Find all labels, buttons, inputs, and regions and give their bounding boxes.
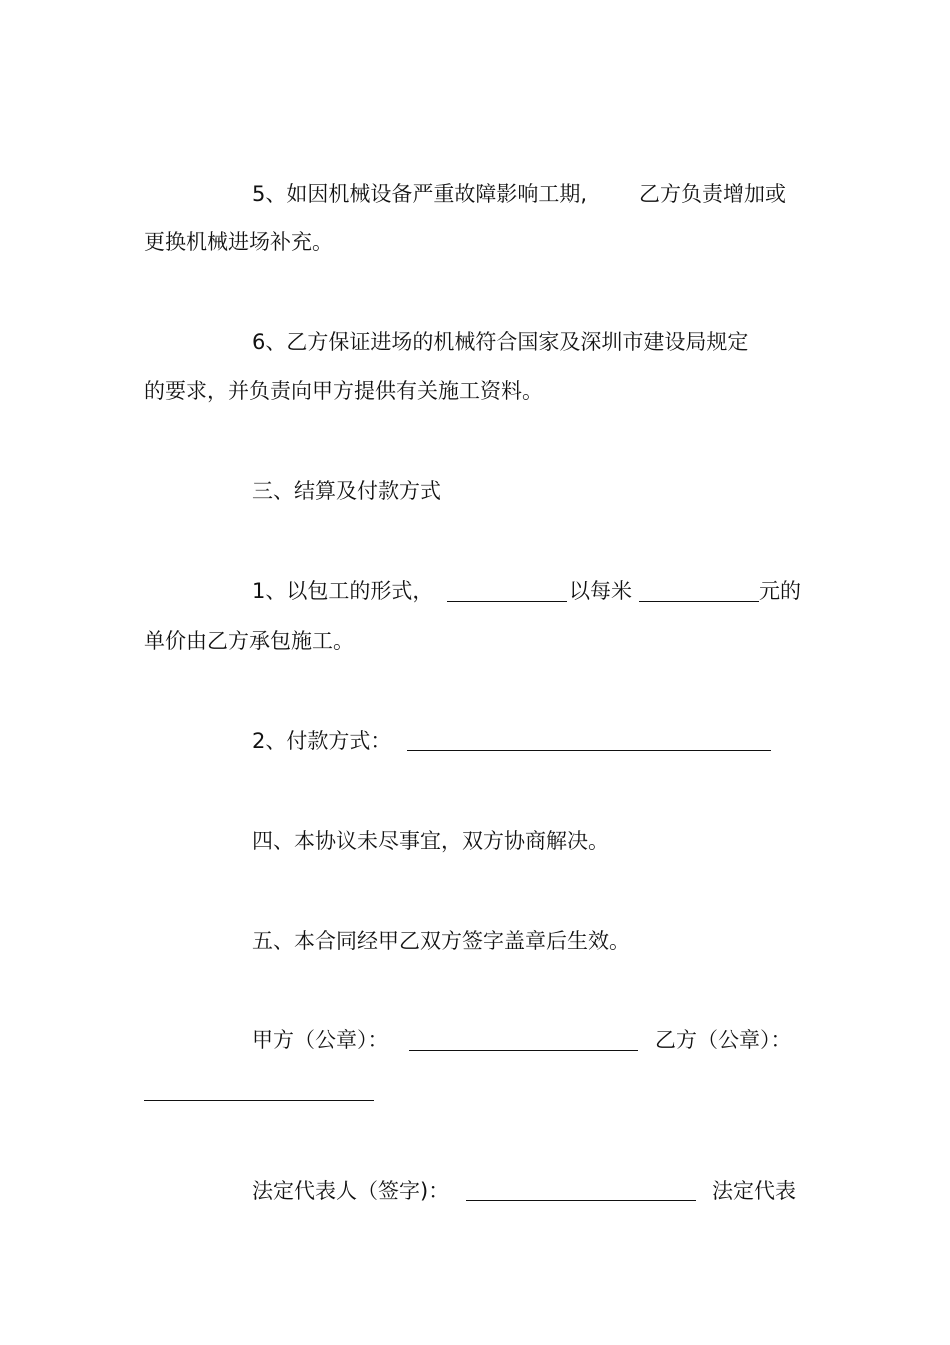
party-a-seal-blank[interactable] — [409, 1050, 638, 1051]
payment-item-1-part1: 1、以包工的形式， — [252, 579, 434, 603]
unit-price-blank[interactable] — [639, 601, 759, 602]
clause-5-line1-part1: 5、如因机械设备严重故障影响工期, — [252, 182, 588, 206]
clause-5-line2: 更换机械进场补充。 — [144, 230, 333, 254]
party-b-seal-blank[interactable] — [144, 1100, 374, 1101]
legal-rep-b-label: 法定代表 — [712, 1179, 796, 1203]
section-3-heading: 三、结算及付款方式 — [252, 479, 441, 503]
legal-rep-a-signature-blank[interactable] — [466, 1200, 696, 1201]
payment-method-blank[interactable] — [407, 750, 771, 751]
legal-rep-a-label: 法定代表人（签字)： — [252, 1179, 450, 1203]
payment-item-1-line2: 单价由乙方承包施工。 — [144, 629, 354, 653]
party-a-seal-label: 甲方（公章）： — [252, 1028, 389, 1052]
clause-5-line1-part2: 乙方负责增加或 — [639, 182, 786, 206]
payment-item-1-part2: 以每米 — [569, 579, 632, 603]
party-b-seal-label: 乙方（公章）： — [655, 1028, 792, 1052]
payment-item-2-label: 2、付款方式： — [252, 729, 392, 753]
section-5: 五、本合同经甲乙双方签字盖章后生效。 — [252, 929, 630, 953]
clause-6-line1: 6、乙方保证进场的机械符合国家及深圳市建设局规定 — [252, 330, 749, 354]
contract-form-blank[interactable] — [447, 601, 567, 602]
section-4: 四、本协议未尽事宜，双方协商解决。 — [252, 829, 609, 853]
payment-item-1-part3: 元的 — [759, 579, 801, 603]
clause-6-line2: 的要求，并负责向甲方提供有关施工资料。 — [144, 379, 543, 403]
